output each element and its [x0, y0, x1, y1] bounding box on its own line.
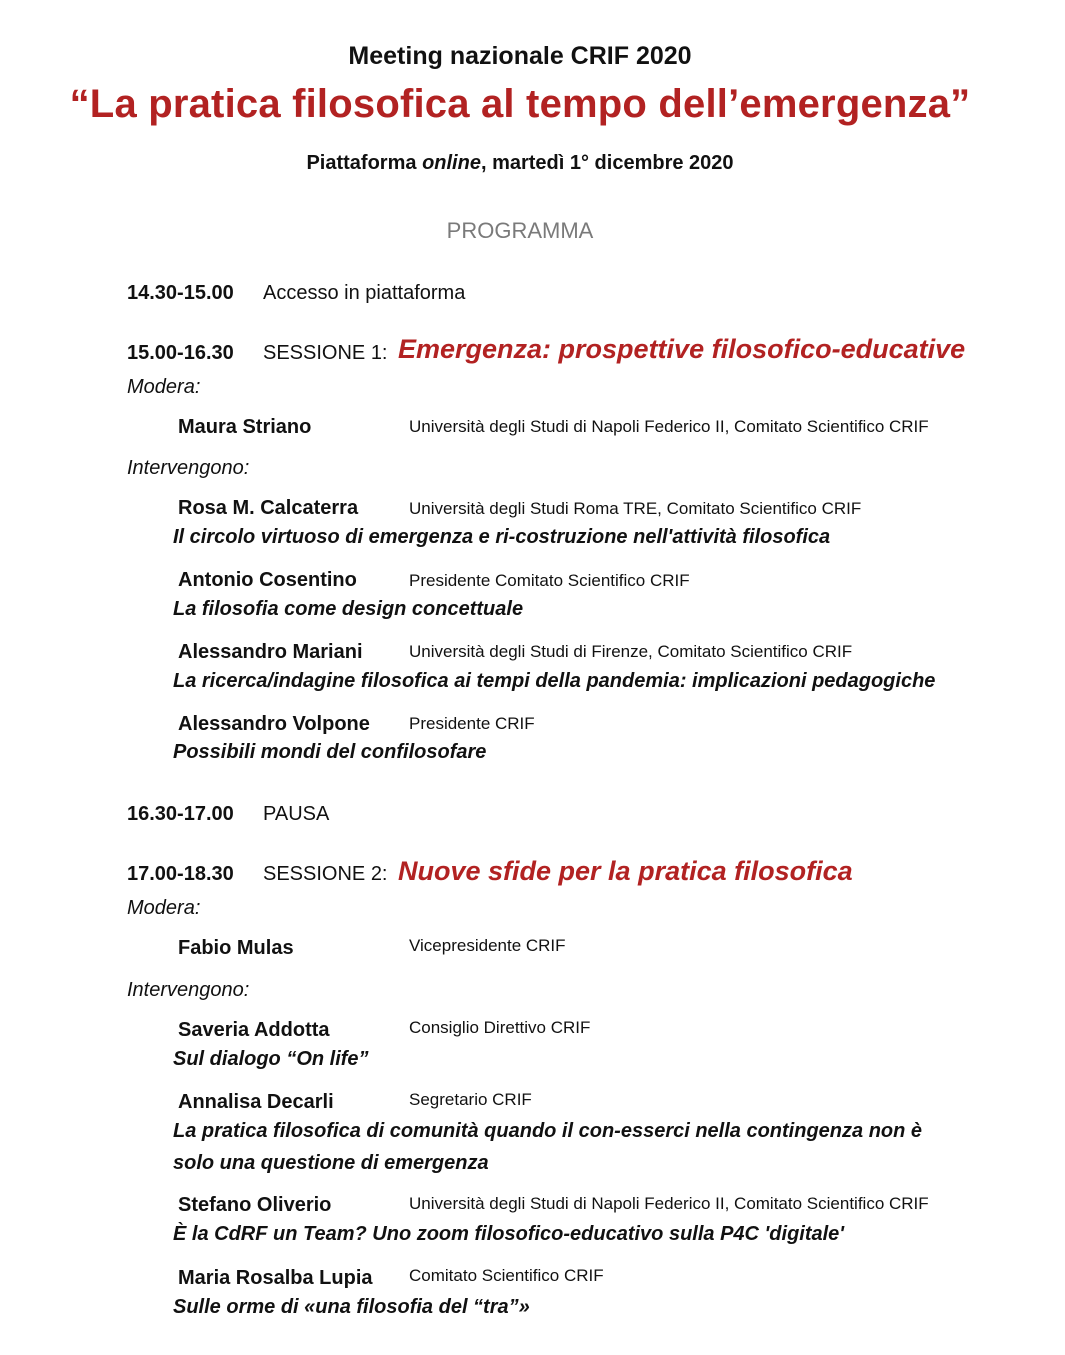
talk-title: È la CdRF un Team? Uno zoom filosofico-educativo sulla P4C 'digitale'	[173, 1223, 845, 1245]
time-pause: 16.30-17.00	[127, 803, 234, 825]
session2-title: Nuove sfide per la pratica filosofica	[398, 856, 853, 886]
talk-title: Il circolo virtuoso di emergenza e ri-costruzione nell'attività filosofica	[173, 526, 831, 548]
access-label: Accesso in piattaforma	[263, 282, 466, 304]
speaker-name: Maria Rosalba Lupia	[178, 1267, 373, 1289]
talk-title: La filosofia come design concettuale	[173, 598, 524, 620]
speaker-affiliation: Università degli Studi di Firenze, Comitato Scientifico CRIF	[409, 642, 853, 661]
speaker-affiliation: Consiglio Direttivo CRIF	[409, 1018, 591, 1037]
speakers-label: Intervengono:	[127, 457, 250, 479]
programma-heading: PROGRAMMA	[446, 218, 594, 243]
session2-label: SESSIONE 2:	[263, 863, 388, 885]
moderator-label: Modera:	[127, 897, 201, 919]
talk-title: Sul dialogo “On life”	[173, 1048, 369, 1070]
subtitle-prefix: Piattaforma	[306, 152, 423, 174]
talk-title-line-2: solo una questione di emergenza	[173, 1152, 489, 1174]
moderator-affiliation: Università degli Studi di Napoli Federico II, Comitato Scientifico CRIF	[409, 417, 929, 436]
talk-title: Sulle orme di «una filosofia del “tra”»	[173, 1296, 530, 1318]
subtitle-date: , martedì 1° dicembre 2020	[480, 152, 734, 174]
speaker-affiliation: Università degli Studi di Napoli Federico II, Comitato Scientifico CRIF	[409, 1194, 929, 1213]
speaker-name: Alessandro Mariani	[178, 641, 363, 663]
speaker-affiliation: Università degli Studi Roma TRE, Comitato Scientifico CRIF	[409, 499, 862, 518]
meeting-heading: Meeting nazionale CRIF 2020	[348, 42, 692, 70]
event-date-line	[0, 152, 1040, 175]
speaker-name: Saveria Addotta	[178, 1019, 330, 1041]
time-session2: 17.00-18.30	[127, 863, 234, 885]
speaker-name: Antonio Cosentino	[178, 569, 357, 591]
speakers-label: Intervengono:	[127, 979, 250, 1001]
moderator-affiliation: Vicepresidente CRIF	[409, 936, 566, 955]
moderator-name: Fabio Mulas	[178, 937, 294, 959]
subtitle-online: online	[422, 152, 481, 174]
moderator-label: Modera:	[127, 376, 201, 398]
talk-title: La ricerca/indagine filosofica ai tempi della pandemia: implicazioni pedagogiche	[173, 670, 936, 692]
session1-title: Emergenza: prospettive filosofico-educative	[398, 334, 966, 364]
speaker-name: Rosa M. Calcaterra	[178, 497, 359, 519]
talk-title: Possibili mondi del confilosofare	[173, 741, 487, 763]
speaker-affiliation: Comitato Scientifico CRIF	[409, 1266, 604, 1285]
moderator-name: Maura Striano	[178, 416, 312, 438]
speaker-name: Annalisa Decarli	[178, 1091, 334, 1113]
talk-title-line-1: La pratica filosofica di comunità quando il con-esserci nella contingenza non è	[173, 1120, 923, 1142]
speaker-affiliation: Presidente Comitato Scientifico CRIF	[409, 571, 690, 590]
page-title: “La pratica filosofica al tempo dell’emergenza”	[69, 82, 971, 126]
speaker-affiliation: Segretario CRIF	[409, 1090, 532, 1109]
pause-label: PAUSA	[263, 803, 330, 825]
time-session1: 15.00-16.30	[127, 342, 234, 364]
speaker-name: Alessandro Volpone	[178, 713, 370, 735]
speaker-name: Stefano Oliverio	[178, 1194, 332, 1216]
session1-label: SESSIONE 1:	[263, 342, 388, 364]
speaker-affiliation: Presidente CRIF	[409, 714, 535, 733]
time-access: 14.30-15.00	[127, 282, 234, 304]
